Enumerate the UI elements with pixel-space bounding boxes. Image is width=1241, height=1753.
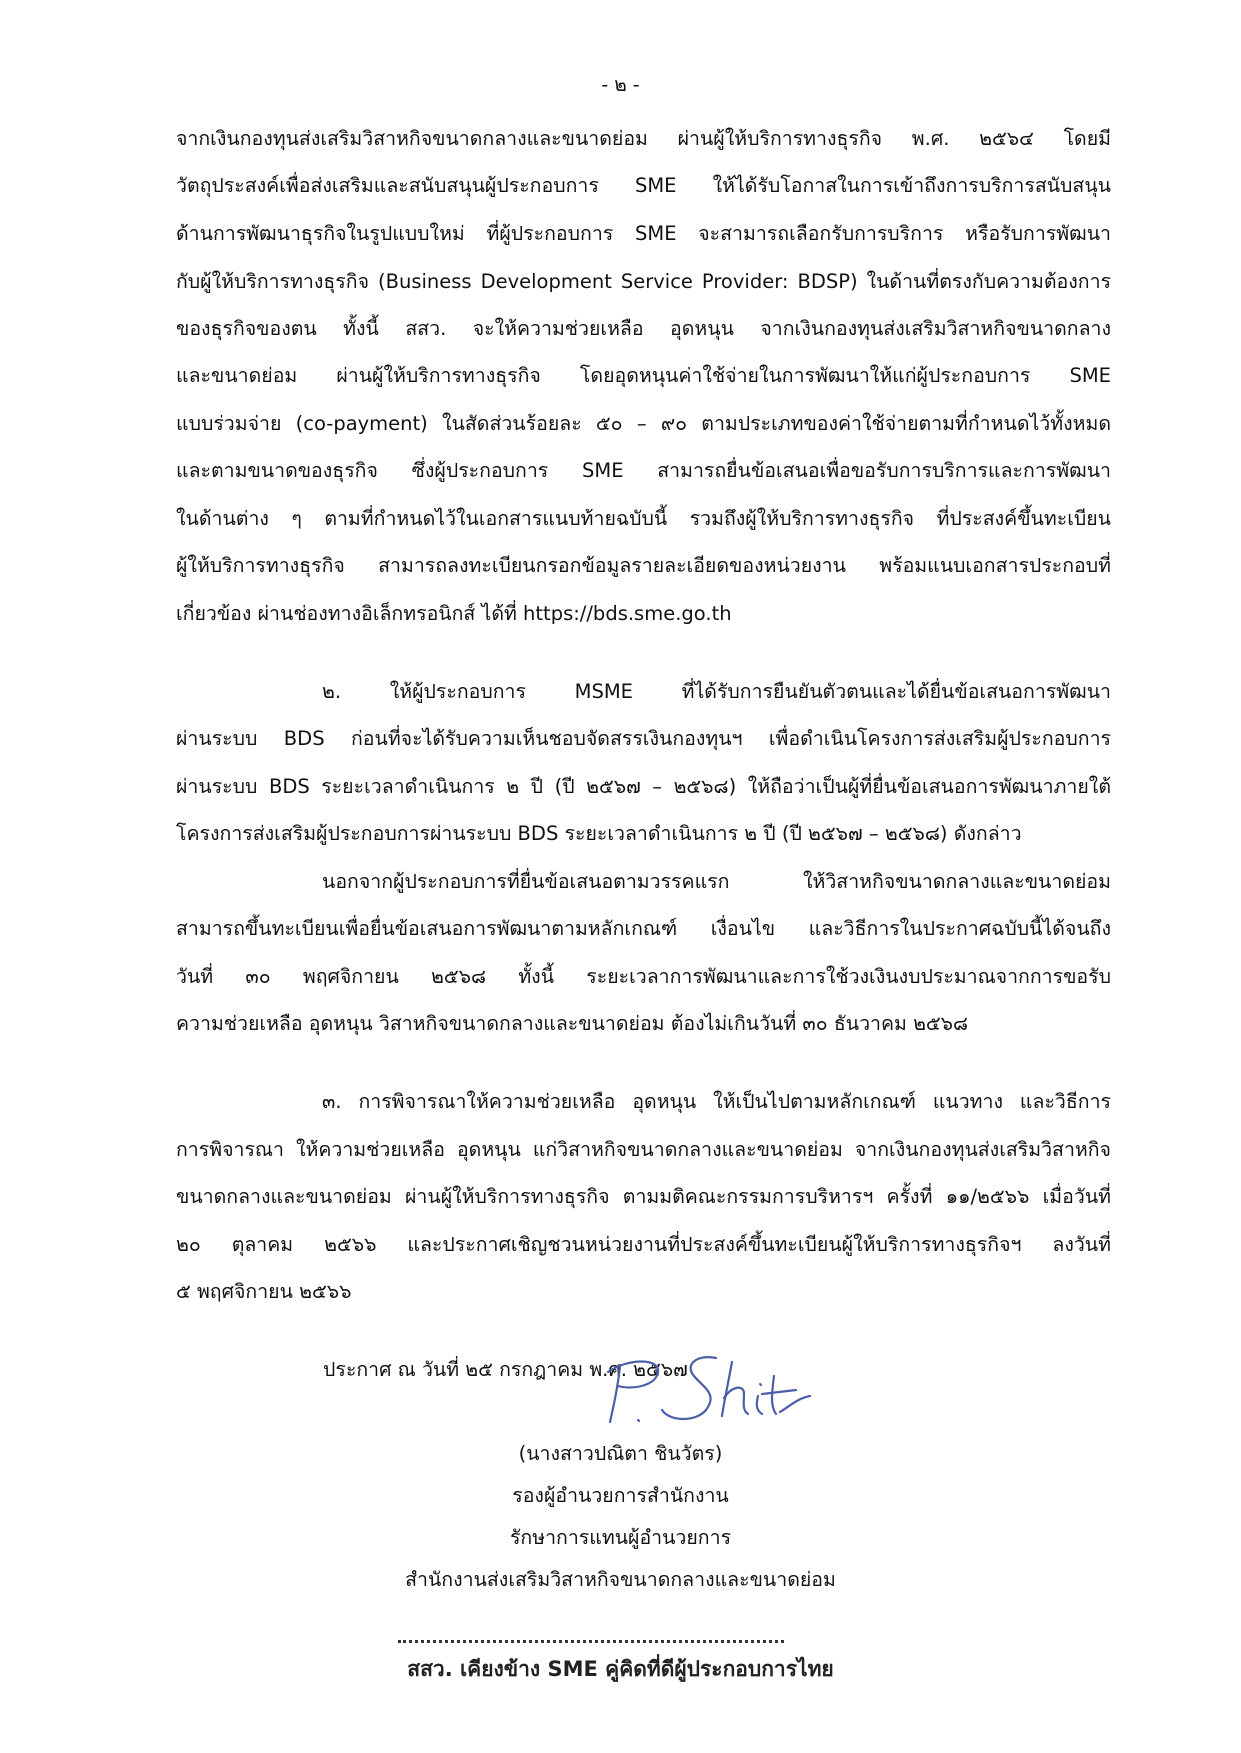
- announcement-date: ประกาศ ณ วันที่ ๒๕ กรกฎาคม พ.ศ. ๒๕๖๗: [323, 1358, 688, 1381]
- paragraph-line: การพิจารณา ให้ความช่วยเหลือ อุดหนุน แก่วิสาหกิจขนาดกลางและขนาดย่อม จากเงินกองทุนส่งเสริมวิสาหกิจ: [176, 1138, 1111, 1161]
- paragraph-line: ๒๐ ตุลาคม ๒๕๖๖ และประกาศเชิญชวนหน่วยงานที่ประสงค์ขึ้นทะเบียนผู้ให้บริการทางธุรกิจฯ ลงวันที่: [176, 1233, 1111, 1256]
- paragraph-line: ผ่านระบบ BDS ก่อนที่จะได้รับความเห็นชอบจัดสรรเงินกองทุนฯ เพื่อดำเนินโครงการส่งเสริมผู้ประกอบการ: [176, 727, 1111, 750]
- footer-slogan: สสว. เคียงข้าง SME คู่คิดที่ดีผู้ประกอบการไทย: [407, 1657, 834, 1681]
- paragraph-line: วันที่ ๓๐ พฤศจิกายน ๒๕๖๘ ทั้งนี้ ระยะเวลาการพัฒนาและการใช้วงเงินงบประมาณจากการขอรับ: [176, 965, 1111, 988]
- paragraph-line: และขนาดย่อม ผ่านผู้ให้บริการทางธุรกิจ โดยอุดหนุนค่าใช้จ่ายในการพัฒนาให้แก่ผู้ประกอบการ SME: [176, 364, 1111, 387]
- handwritten-signature: [598, 1336, 838, 1436]
- paragraph-line: วัตถุประสงค์เพื่อส่งเสริมและสนับสนุนผู้ประกอบการ SME ให้ได้รับโอกาสในการเข้าถึงการบริการสนับสนุน: [176, 174, 1111, 197]
- signatory-position: รองผู้อำนวยการสำนักงาน: [512, 1484, 729, 1507]
- paragraph-line: ผ่านระบบ BDS ระยะเวลาดำเนินการ ๒ ปี (ปี ๒๕๖๗ – ๒๕๖๘) ให้ถือว่าเป็นผู้ที่ยื่นข้อเสนอการพัฒนาภายใต้: [176, 775, 1111, 798]
- paragraph-line: ในด้านต่าง ๆ ตามที่กำหนดไว้ในเอกสารแนบท้ายฉบับนี้ รวมถึงผู้ให้บริการทางธุรกิจ ที่ประสงค์ขึ้นทะเบียน: [176, 507, 1111, 530]
- paragraph-line: เกี่ยวข้อง ผ่านช่องทางอิเล็กทรอนิกส์ ได้ที่ https://bds.sme.go.th: [176, 602, 732, 625]
- paragraph-line: แบบร่วมจ่าย (co-payment) ในสัดส่วนร้อยละ ๕๐ – ๙๐ ตามประเภทของค่าใช้จ่ายตามที่กำหนดไว้ทั้งหมด: [176, 412, 1111, 435]
- paragraph-line: ๕ พฤศจิกายน ๒๕๖๖: [176, 1280, 352, 1303]
- paragraph-line: กับผู้ให้บริการทางธุรกิจ (Business Development Service Provider: BDSP) ในด้านที่ตรงกับความต้องการ: [176, 270, 1111, 293]
- paragraph-line: ของธุรกิจของตน ทั้งนี้ สสว. จะให้ความช่วยเหลือ อุดหนุน จากเงินกองทุนส่งเสริมวิสาหกิจขนาดกลาง: [176, 317, 1111, 340]
- paragraph-line: จากเงินกองทุนส่งเสริมวิสาหกิจขนาดกลางและขนาดย่อม ผ่านผู้ให้บริการทางธุรกิจ พ.ศ. ๒๕๖๔ โดยมี: [176, 127, 1111, 150]
- paragraph-line: ด้านการพัฒนาธุรกิจในรูปแบบใหม่ ที่ผู้ประกอบการ SME จะสามารถเลือกรับการบริการ หรือรับการพัฒนา: [176, 222, 1111, 245]
- paragraph-line: ๒. ให้ผู้ประกอบการ MSME ที่ได้รับการยืนยันตัวตนและได้ยื่นข้อเสนอการพัฒนา: [322, 680, 1111, 703]
- paragraph-line: และตามขนาดของธุรกิจ ซึ่งผู้ประกอบการ SME สามารถยื่นข้อเสนอเพื่อขอรับการบริการและการพัฒนา: [176, 459, 1111, 482]
- footer-divider: [398, 1640, 784, 1643]
- paragraph-line: ขนาดกลางและขนาดย่อม ผ่านผู้ให้บริการทางธุรกิจ ตามมติคณะกรรมการบริหารฯ ครั้งที่ ๑๑/๒๕๖๖ เมื่อวันที่: [176, 1185, 1111, 1208]
- signatory-office: สำนักงานส่งเสริมวิสาหกิจขนาดกลางและขนาดย่อม: [405, 1568, 836, 1591]
- paragraph-line: สามารถขึ้นทะเบียนเพื่อยื่นข้อเสนอการพัฒนาตามหลักเกณฑ์ เงื่อนไข และวิธีการในประกาศฉบับนี้ได้จนถึง: [176, 917, 1111, 940]
- signatory-acting: รักษาการแทนผู้อำนวยการ: [509, 1526, 732, 1549]
- paragraph-line: ๓. การพิจารณาให้ความช่วยเหลือ อุดหนุน ให้เป็นไปตามหลักเกณฑ์ แนวทาง และวิธีการ: [322, 1090, 1111, 1113]
- signatory-name: (นางสาวปณิตา ชินวัตร): [518, 1442, 723, 1465]
- paragraph-line: ความช่วยเหลือ อุดหนุน วิสาหกิจขนาดกลางและขนาดย่อม ต้องไม่เกินวันที่ ๓๐ ธันวาคม ๒๕๖๘: [176, 1012, 969, 1035]
- page-number: - ๒ -: [601, 74, 640, 96]
- paragraph-line: โครงการส่งเสริมผู้ประกอบการผ่านระบบ BDS ระยะเวลาดำเนินการ ๒ ปี (ปี ๒๕๖๗ – ๒๕๖๘) ดังกล่าว: [176, 822, 1022, 845]
- paragraph-line: นอกจากผู้ประกอบการที่ยื่นข้อเสนอตามวรรคแรก ให้วิสาหกิจขนาดกลางและขนาดย่อม: [322, 870, 1111, 893]
- paragraph-line: ผู้ให้บริการทางธุรกิจ สามารถลงทะเบียนกรอกข้อมูลรายละเอียดของหน่วยงาน พร้อมแนบเอกสารประกอบที่: [176, 554, 1111, 577]
